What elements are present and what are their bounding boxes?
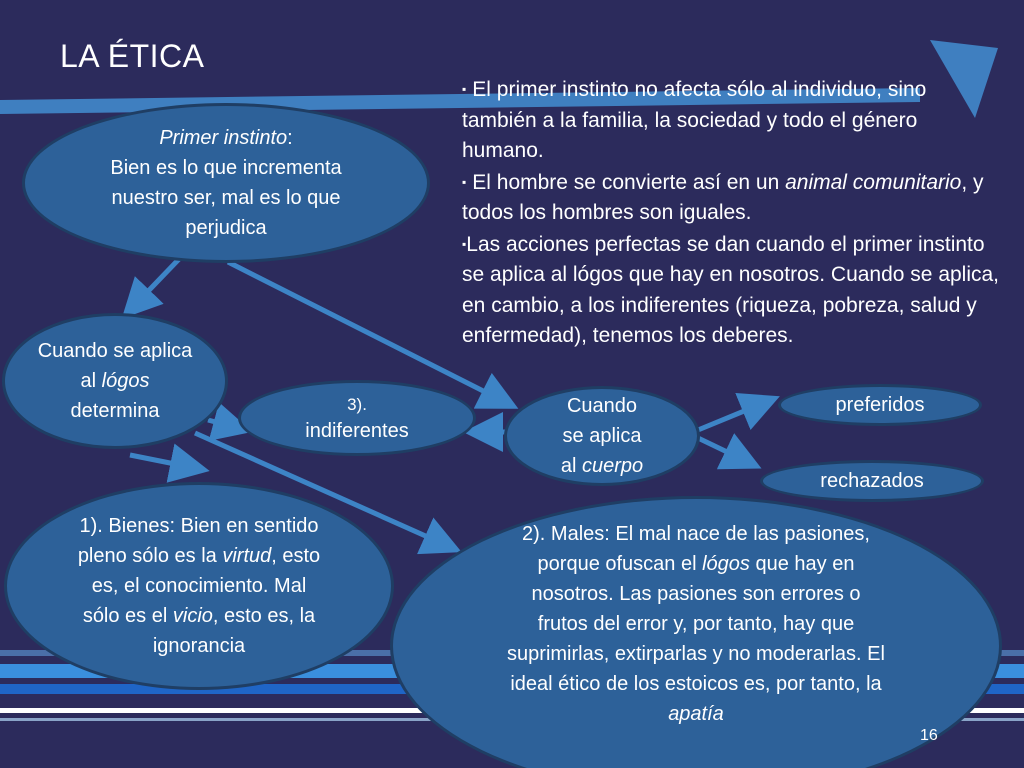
bullet-text: El hombre se convierte así en un xyxy=(472,170,786,194)
arrow-cuerpo-to-preferidos xyxy=(698,402,766,430)
page-title: LA ÉTICA xyxy=(60,38,205,74)
node-preferidos xyxy=(778,384,982,426)
node-indiferentes xyxy=(238,380,476,456)
bullet-list xyxy=(462,74,1002,352)
bullet-marker: ▪ xyxy=(462,174,467,189)
node-males-italic: apatía xyxy=(668,703,724,725)
node-bienes-text: , esto es, la ignorancia xyxy=(152,605,316,657)
bullet-marker: ▪ xyxy=(462,82,467,96)
node-logos-text-end: determina xyxy=(70,400,160,422)
page-number: 16 xyxy=(920,727,938,744)
node-primer-instinto-text: Bien es lo que incrementa nuestro ser, mal es lo que perjudica xyxy=(110,157,342,239)
node-rechazados xyxy=(760,460,984,502)
bullet-item-1 xyxy=(462,74,1002,167)
bullet-text-italic: animal comunitario xyxy=(785,170,962,194)
node-males-italic: lógos xyxy=(702,553,750,575)
bullet-text: Las acciones perfectas se dan cuando el primer instinto se aplica al lógos que hay en nosotros. Cuando se aplica, en cambio, a los indiferentes (riqueza, pobreza, salud y enfermedad), tenemos los deberes. xyxy=(462,232,1000,347)
node-primer-instinto xyxy=(22,103,430,263)
node-bienes-italic: vicio xyxy=(172,605,213,627)
node-logos-text: Cuando se aplica al xyxy=(37,340,193,392)
arrow-logos-to-indiferentes xyxy=(208,420,238,428)
node-bienes xyxy=(4,482,394,690)
node-primer-instinto-label: Primer instinto xyxy=(159,127,288,149)
node-bienes-text: , esto es, el conocimiento. Mal sólo es el xyxy=(82,545,321,627)
node-rechazados-label: rechazados xyxy=(820,470,924,492)
bullet-text: , y todos los hombres son iguales. xyxy=(462,170,984,224)
node-males-text: 2). Males: El mal nace de las pasiones, porque ofuscan el xyxy=(522,523,870,575)
node-cuerpo-italic: cuerpo xyxy=(581,455,644,477)
node-primer-instinto-colon: : xyxy=(287,127,293,149)
node-cuerpo-text: Cuando se aplica al xyxy=(560,395,642,477)
arrow-logos-to-bienes xyxy=(130,455,195,468)
bullet-item-2 xyxy=(462,167,1002,229)
arrow-cuerpo-to-rechazados xyxy=(698,438,748,462)
bullet-item-3 xyxy=(462,229,1002,352)
node-bienes-italic: virtud xyxy=(222,545,272,567)
node-indiferentes-number: 3). xyxy=(347,395,367,414)
node-preferidos-label: preferidos xyxy=(835,394,925,416)
node-logos-italic: lógos xyxy=(101,370,150,392)
node-males-text: que hay en nosotros. Las pasiones son errores o frutos del error y, por tanto, hay que suprimirlas, extirparlas y no moderarlas. El ideal ético de los estoicos es, por tanto, la xyxy=(507,553,885,695)
node-cuerpo xyxy=(504,386,700,486)
node-logos xyxy=(2,313,228,449)
node-indiferentes-label: indiferentes xyxy=(305,420,409,442)
bullet-marker: ▪ xyxy=(462,236,467,251)
arrow-instinto-to-logos xyxy=(132,258,180,308)
node-bienes-text: 1). Bienes: Bien en sentido pleno sólo es la xyxy=(77,515,319,567)
bullet-text: El primer instinto no afecta sólo al individuo, sino también a la familia, la sociedad y todo el género humano. xyxy=(462,78,927,162)
